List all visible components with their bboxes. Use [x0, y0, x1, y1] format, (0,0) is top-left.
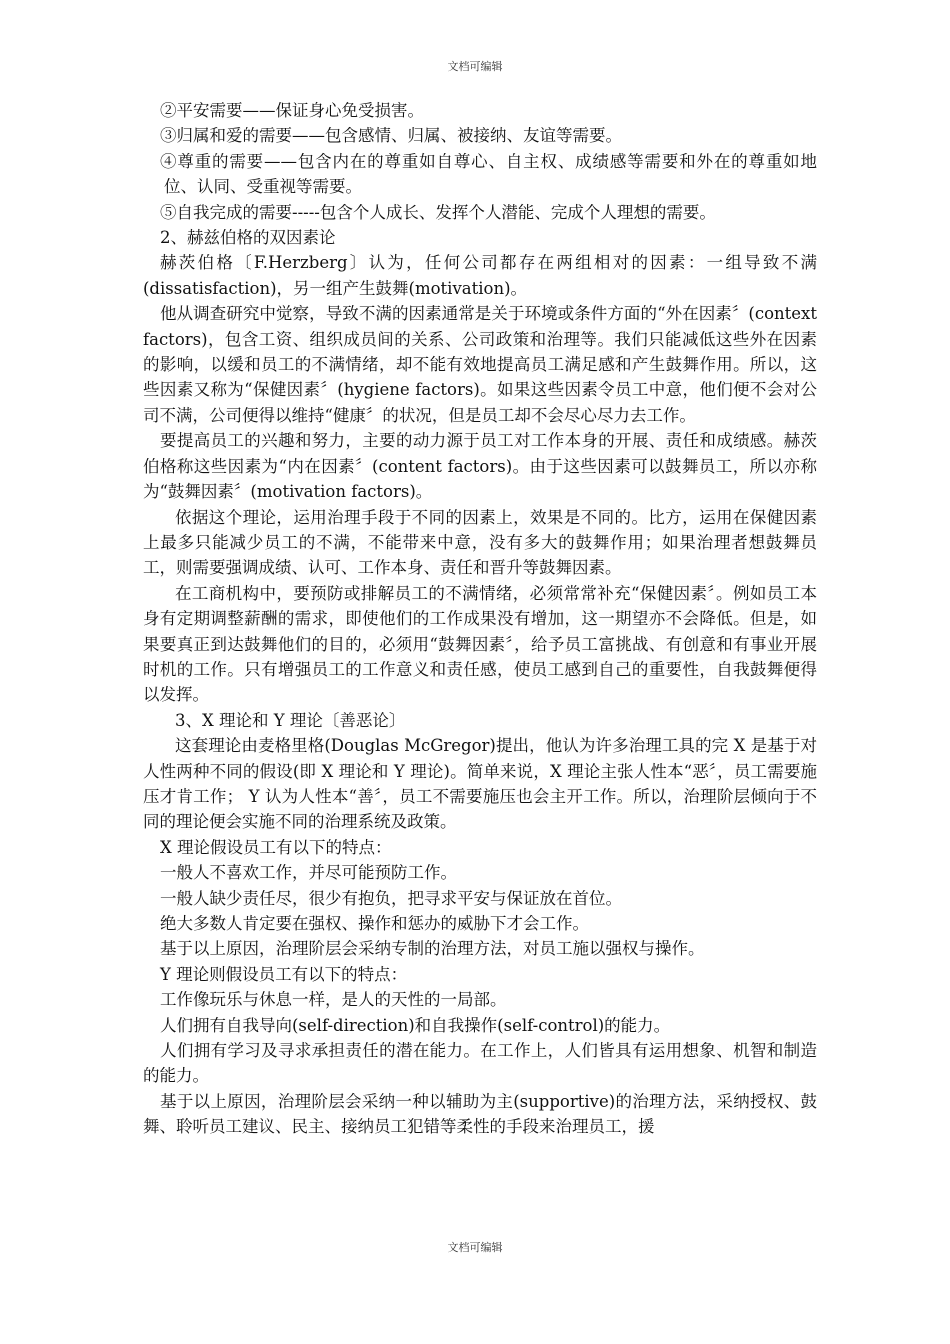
paragraph: 他从调查研究中觉察，导致不满的因素通常是关于环境或条件方面的“外在因素〞(context factors)，包含工资、组织成员间的关系、公司政策和治理等。我们只能减低这些外在因素的影响，以缓和员工的不满情绪，却不能有效地提高员工满足感和产生鼓舞作用。所以，这些因素又称为“保健因素〞(hygiene factors)。如果这些因素令员工中意，他们便不会对公司不满，公司便得以维持“健康〞的状况，但是员工却不会尽心尽力去工作。 — [143, 304, 817, 425]
paragraph: 一般人不喜欢工作，并尽可能预防工作。 — [160, 863, 457, 883]
paragraph: 这套理论由麦格里格(Douglas McGregor)提出，他认为许多治理工具的完 X 是基于对人性两种不同的假设(即 X 理论和 Y 理论)。简单来说，X 理论主张人性本“恶〞，员工需要施压才肯工作； Y 认为人性本“善〞，员工不需要施压也会主开工作。所以，治理阶层倾向于不同的理论便会实施不同的治理系统及政策。 — [143, 736, 817, 832]
paragraph: 在工商机构中，要预防或排解员工的不满情绪，必须常常补充“保健因素〞。例如员工本身有定期调整薪酬的需求，即使他们的工作成果没有增加，这一期望亦不会降低。但是，如果要真正到达鼓舞他们的目的，必须用“鼓舞因素〞，给予员工富挑战、有创意和有事业开展时机的工作。只有增强员工的工作意义和责任感，使员工感到自己的重要性，自我鼓舞便得以发挥。 — [143, 583, 817, 705]
paragraph: X 理论假设员工有以下的特点： — [160, 837, 392, 857]
paragraph: Y 理论则假设员工有以下的特点： — [160, 964, 408, 984]
document-body — [143, 98, 817, 1140]
paragraph: 人们拥有自我导向(self-direction)和自我操作(self-control)的能力。 — [160, 1015, 671, 1035]
paragraph: 赫茨伯格〔F.Herzberg〕认为，任何公司都存在两组相对的因素：一组导致不满(dissatisfaction)，另一组产生鼓舞(motivation)。 — [143, 253, 817, 298]
paragraph: ③归属和爱的需要——包含感情、归属、被接纳、友谊等需要。 — [160, 126, 622, 146]
section-heading: 2、赫兹伯格的双因素论 — [160, 228, 336, 248]
paragraph: 一般人缺少责任尽，很少有抱负，把寻求平安与保证放在首位。 — [160, 888, 622, 908]
paragraph: ⑤自我完成的需要-----包含个人成长、发挥个人潜能、完成个人理想的需要。 — [160, 202, 716, 222]
paragraph: ④尊重的需要——包含内在的尊重如自尊心、自主权、成绩感等需要和外在的尊重如地位、认同、受重视等需要。 — [160, 151, 817, 197]
page-header: 文档可编辑 — [447, 60, 503, 73]
paragraph: 依据这个理论，运用治理手段于不同的因素上，效果是不同的。比方，运用在保健因素上最多只能减少员工的不满，不能带来中意，没有多大的鼓舞作用；如果治理者想鼓舞员工，则需要强调成绩、认可、工作本身、责任和晋升等鼓舞因素。 — [143, 507, 817, 578]
paragraph: 基于以上原因，治理阶层会采纳专制的治理方法，对员工施以强权与操作。 — [160, 939, 705, 959]
paragraph: 人们拥有学习及寻求承担责任的潜在能力。在工作上，人们皆具有运用想象、机智和制造的能力。 — [143, 1041, 817, 1086]
paragraph: 基于以上原因，治理阶层会采纳一种以辅助为主(supportive)的治理方法，采纳授权、鼓舞、聆听员工建议、民主、接纳员工犯错等柔性的手段来治理员工，援 — [143, 1091, 817, 1137]
paragraph: ②平安需要——保证身心免受损害。 — [160, 101, 424, 120]
page-footer: 文档可编辑 — [447, 1241, 503, 1254]
paragraph: 要提高员工的兴趣和努力，主要的动力源于员工对工作本身的开展、责任和成绩感。赫茨伯格称这些因素为“内在因素〞(content factors)。由于这些因素可以鼓舞员工，所以亦称为“鼓舞因素〞(motivation factors)。 — [143, 431, 817, 502]
paragraph: 绝大多数人肯定要在强权、操作和惩办的威胁下才会工作。 — [160, 914, 589, 933]
paragraph: 工作像玩乐与休息一样，是人的天性的一局部。 — [160, 990, 507, 1010]
section-heading: 3、X 理论和 Y 理论〔善恶论〕 — [175, 710, 406, 730]
